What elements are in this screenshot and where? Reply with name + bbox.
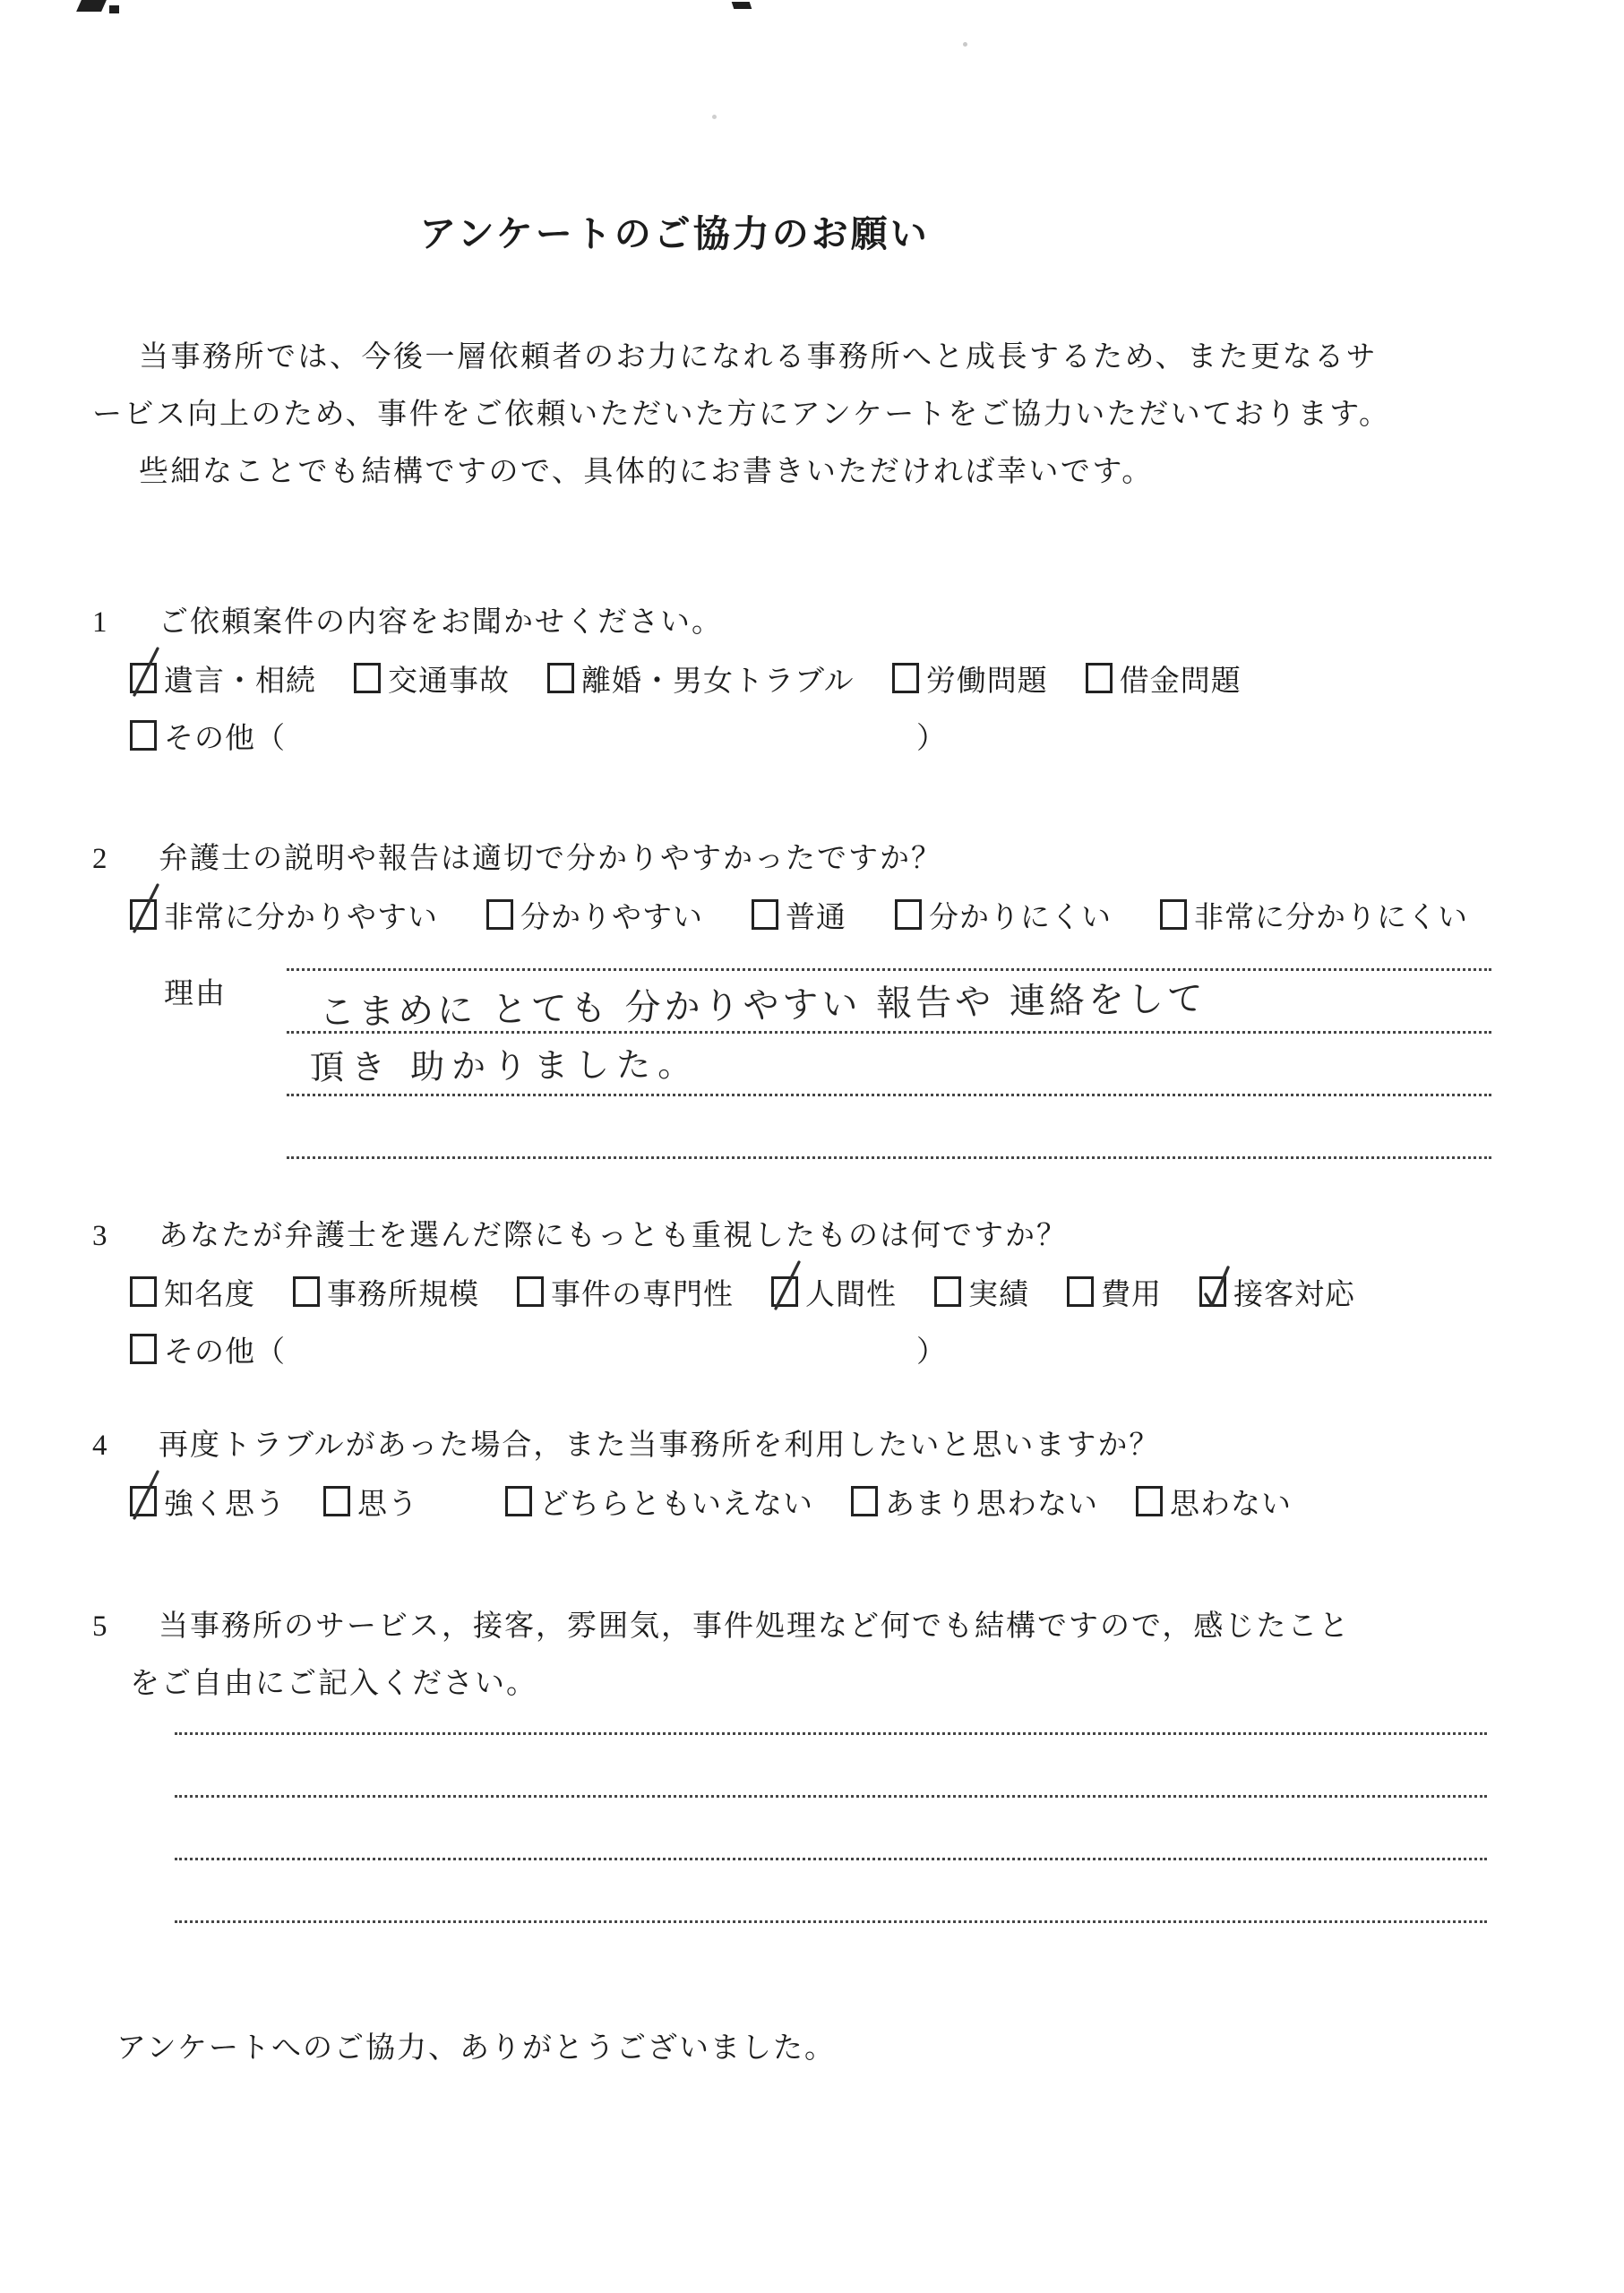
option-label: どちらともいえない <box>539 1488 813 1521</box>
option-label: 人間性 <box>805 1278 897 1311</box>
option-label: 分かりやすい <box>520 901 703 934</box>
option-label: 接客対応 <box>1233 1278 1355 1311</box>
check-mark-icon <box>770 1257 804 1312</box>
free-comment-area <box>175 1732 1487 1983</box>
reason-label: 理由 <box>164 978 227 1010</box>
free-comment-line[interactable] <box>175 1795 1487 1858</box>
checkbox-icon[interactable] <box>1160 899 1187 930</box>
scan-artifact <box>76 0 107 12</box>
option-label: 分かりにくい <box>929 901 1112 934</box>
question-number: 2 <box>92 843 109 875</box>
option-track-record[interactable] <box>934 1271 1029 1313</box>
option-label: 労働問題 <box>925 665 1048 698</box>
question-5-heading <box>92 1598 1624 1655</box>
option-debt-problem[interactable] <box>1086 657 1242 700</box>
checkbox-icon[interactable] <box>130 720 157 751</box>
handwritten-answer-line-2: 頂き 助かりました。 <box>309 1044 700 1087</box>
option-clear[interactable] <box>486 894 703 936</box>
option-label: 強く思う <box>164 1488 286 1521</box>
option-neither[interactable] <box>505 1481 813 1523</box>
option-traffic-accident[interactable] <box>354 657 510 700</box>
reason-input-line[interactable] <box>287 1031 1491 1094</box>
checkbox-icon[interactable] <box>895 899 922 930</box>
closing-message: アンケートへのご協力、ありがとうございました。 <box>116 2032 837 2065</box>
option-label: 普通 <box>786 901 846 934</box>
question-text: 弁護士の説明や報告は適切で分かりやすかったですか？ <box>159 843 942 875</box>
question-text: 当事務所のサービス，接客，雰囲気，事件処理など何でも結構ですので，感じたこと <box>159 1610 1351 1643</box>
question-text-line-2: をご自由にご記入ください。 <box>130 1668 537 1700</box>
checkbox-icon[interactable] <box>1136 1486 1163 1516</box>
free-comment-line[interactable] <box>175 1858 1487 1920</box>
option-normal[interactable] <box>752 894 846 936</box>
checkbox-icon[interactable] <box>130 1276 157 1307</box>
question-number: 5 <box>92 1610 109 1643</box>
question-1-other-row <box>130 714 947 757</box>
option-divorce-gender-trouble[interactable] <box>547 657 855 700</box>
option-label: 交通事故 <box>388 665 510 698</box>
question-text: 再度トラブルがあった場合，また当事務所を利用したいと思いますか？ <box>159 1430 1161 1462</box>
checkbox-icon[interactable] <box>486 899 513 930</box>
checkbox-icon[interactable] <box>130 899 157 930</box>
page-title: アンケートのご協力のお願い <box>419 213 930 254</box>
checkbox-icon[interactable] <box>130 1486 157 1516</box>
checkbox-icon[interactable] <box>851 1486 878 1516</box>
option-label: 遺言・相続 <box>164 665 316 698</box>
question-3 <box>92 1213 1624 1370</box>
question-text: ご依頼案件の内容をお聞かせください。 <box>159 606 723 639</box>
question-3-options <box>130 1270 1624 1313</box>
option-label: 借金問題 <box>1119 665 1242 698</box>
checkbox-icon[interactable] <box>1199 1276 1226 1307</box>
question-1 <box>92 599 1624 757</box>
option-office-size[interactable] <box>293 1271 479 1313</box>
reason-line-rule <box>287 1156 1491 1159</box>
checkbox-icon[interactable] <box>752 899 778 930</box>
question-number: 3 <box>92 1220 109 1252</box>
option-label: 思う <box>357 1488 418 1521</box>
question-2 <box>92 836 1624 1159</box>
intro-line: 些細なことでも結構ですので、具体的にお書きいただければ幸いです。 <box>139 456 1154 488</box>
question-1-heading <box>92 599 1624 646</box>
option-label: 非常に分かりやすい <box>164 901 438 934</box>
option-fame[interactable] <box>130 1271 255 1313</box>
question-4-heading <box>92 1422 1624 1469</box>
question-5 <box>92 1598 1624 1983</box>
question-2-options <box>130 893 1624 936</box>
question-3-other-row <box>130 1327 947 1370</box>
intro-line: ービス向上のため、事件をご依頼いただいた方にアンケートをご協力いただいております。 <box>92 399 1391 431</box>
option-label: 実績 <box>968 1278 1029 1311</box>
scan-artifact <box>732 2 752 9</box>
option-label: 思わない <box>1170 1488 1292 1521</box>
check-mark-icon <box>1199 1257 1233 1312</box>
option-personality[interactable] <box>771 1271 897 1313</box>
reason-section <box>164 968 1491 1159</box>
option-think[interactable] <box>323 1481 418 1523</box>
option-not-think[interactable] <box>1136 1481 1292 1523</box>
checkbox-icon[interactable] <box>547 663 574 693</box>
reason-input-line[interactable] <box>287 968 1491 1034</box>
checkbox-icon[interactable] <box>323 1486 350 1516</box>
question-number: 1 <box>92 606 109 639</box>
question-number: 4 <box>92 1430 109 1462</box>
option-label: その他（ <box>164 722 286 755</box>
question-3-heading <box>92 1213 1624 1259</box>
option-label: 知名度 <box>164 1278 255 1311</box>
checkbox-icon[interactable] <box>517 1276 544 1307</box>
option-label: 費用 <box>1101 1278 1162 1311</box>
close-paren: ） <box>916 722 947 755</box>
checkbox-icon[interactable] <box>1067 1276 1094 1307</box>
checkbox-icon[interactable] <box>354 663 381 693</box>
checkbox-icon[interactable] <box>1086 663 1113 693</box>
option-label: 事件の専門性 <box>551 1278 734 1311</box>
free-comment-line[interactable] <box>175 1732 1487 1795</box>
option-label: その他（ <box>164 1335 286 1369</box>
reason-input-line[interactable] <box>287 1094 1491 1156</box>
scan-artifact <box>109 5 119 13</box>
option-unclear[interactable] <box>895 894 1112 936</box>
option-very-clear[interactable] <box>130 894 438 936</box>
question-4-options <box>130 1480 1624 1523</box>
option-will-inheritance[interactable] <box>130 657 316 700</box>
question-2-heading <box>92 836 1624 882</box>
option-other[interactable] <box>130 715 286 757</box>
scan-artifact <box>712 115 717 119</box>
scan-artifact <box>963 42 967 47</box>
option-label: 離婚・男女トラブル <box>581 665 855 698</box>
intro-paragraph <box>92 329 1517 501</box>
handwritten-answer-line-1: こまめに とても 分かりやすい 報告や 連絡をして <box>318 978 1207 1034</box>
option-label: あまり思わない <box>885 1488 1098 1521</box>
check-mark-icon <box>129 880 163 935</box>
checkbox-icon[interactable] <box>130 1334 157 1364</box>
close-paren: ） <box>916 1335 947 1369</box>
option-label: 事務所規模 <box>327 1278 479 1311</box>
intro-line: 当事務所では、今後一層依頼者のお力になれる事務所へと成長するため、また更なるサ <box>139 341 1379 374</box>
question-text: あなたが弁護士を選んだ際にもっとも重視したものは何ですか？ <box>159 1220 1068 1252</box>
option-label: 非常に分かりにくい <box>1194 901 1468 934</box>
check-mark-icon <box>129 1466 163 1522</box>
question-1-options <box>130 657 1624 700</box>
free-comment-line[interactable] <box>175 1920 1487 1983</box>
checkbox-icon[interactable] <box>771 1276 798 1307</box>
option-cost[interactable] <box>1067 1271 1162 1313</box>
check-mark-icon <box>129 643 163 699</box>
question-4 <box>92 1422 1624 1523</box>
checkbox-icon[interactable] <box>892 663 919 693</box>
checkbox-icon[interactable] <box>934 1276 961 1307</box>
option-case-specialty[interactable] <box>517 1271 734 1313</box>
option-very-unclear[interactable] <box>1160 894 1468 936</box>
checkbox-icon[interactable] <box>130 663 157 693</box>
reason-write-area <box>287 968 1491 1159</box>
option-not-really-think[interactable] <box>851 1481 1098 1523</box>
option-labor-problem[interactable] <box>892 657 1048 700</box>
checkbox-icon[interactable] <box>293 1276 320 1307</box>
option-customer-service[interactable] <box>1199 1271 1355 1313</box>
checkbox-icon[interactable] <box>505 1486 532 1516</box>
option-strongly-think[interactable] <box>130 1481 286 1523</box>
option-other[interactable] <box>130 1328 286 1370</box>
